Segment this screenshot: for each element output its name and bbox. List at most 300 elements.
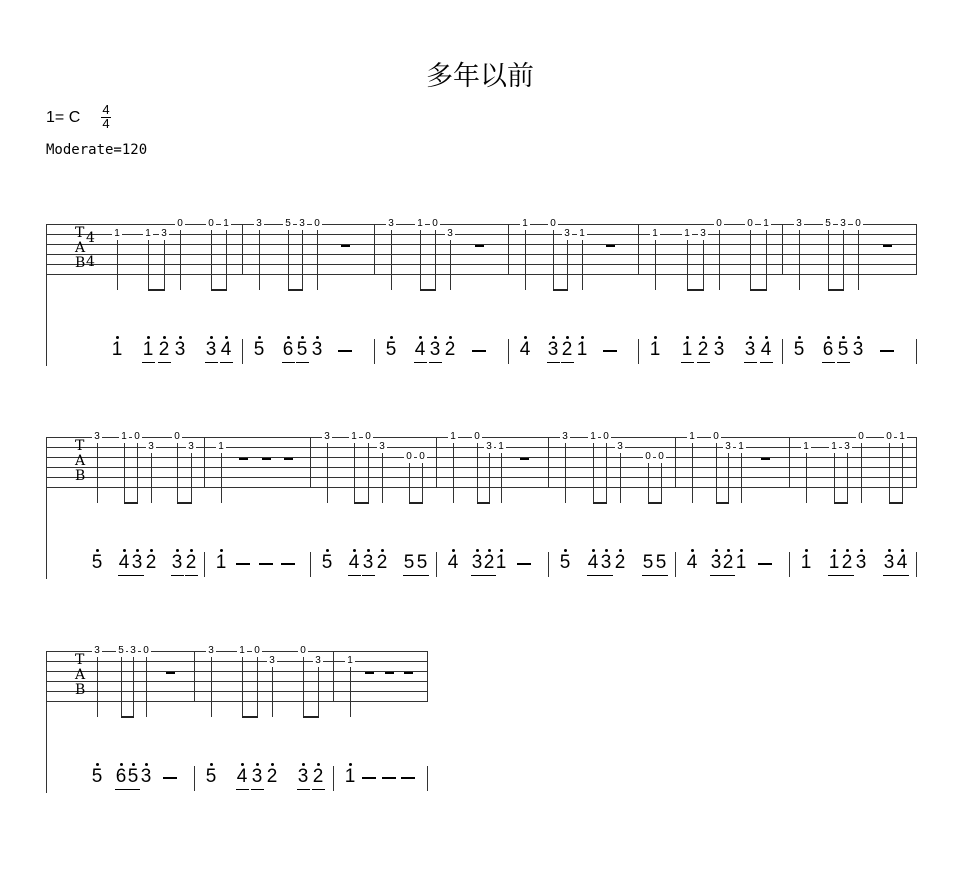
tab-barline [310,437,311,487]
jianpu-note: 6 [822,339,834,360]
note-stem [191,453,192,503]
fret-number: 0 [711,432,721,442]
octave-dot [740,549,743,552]
eighth-underline [587,575,600,576]
fret-number: 3 [254,219,264,229]
fret-number: 1 [801,442,811,452]
fret-number: 0 [856,432,866,442]
jianpu-note: 2 [614,552,626,573]
fret-number: 1 [216,442,226,452]
jianpu-note: 2 [722,552,734,573]
octave-dot [452,549,455,552]
fret-number: 3 [560,432,570,442]
octave-dot [316,336,319,339]
octave-dot [116,336,119,339]
jianpu-note: 3 [205,339,217,360]
jianpu-note: 4 [686,552,698,573]
octave-dot [888,549,891,552]
fret-number: 0 [363,432,373,442]
jianpu-dash [472,350,486,352]
jianpu-note: 3 [171,552,183,573]
eighth-beam [834,502,848,504]
eighth-underline [185,575,198,576]
eighth-beam [828,289,844,291]
fret-number: 0 [548,219,558,229]
note-stem [661,463,662,503]
fret-number: 1 [221,219,231,229]
tab-clef-letter: B [75,682,86,698]
octave-dot [302,763,305,766]
octave-dot [301,336,304,339]
jianpu-note: 5 [91,766,103,787]
fret-number: 0 [472,432,482,442]
tab-string-line [46,234,917,235]
jianpu-note: 2 [841,552,853,573]
note-stem [221,453,222,503]
system-bracket [46,651,47,793]
eighth-underline [296,362,309,363]
fret-number: 0 [417,452,427,462]
octave-dot [581,336,584,339]
jianpu-note: 3 [883,552,895,573]
fret-number: 0 [132,432,142,442]
fret-number: 3 [698,229,708,239]
note-stem [593,443,594,503]
jianpu-note: 4 [519,339,531,360]
eighth-beam [242,716,258,718]
jianpu-dash [401,777,415,779]
jianpu-note: 3 [174,339,186,360]
jianpu-barline [916,552,917,577]
eighth-underline [600,575,613,576]
fret-number: 1 [143,229,153,239]
tab-rest-dash [284,458,293,460]
time-signature-top: 4 [102,102,110,117]
octave-dot [564,549,567,552]
note-stem [211,657,212,717]
jianpu-dash [338,350,352,352]
octave-dot [718,336,721,339]
note-stem [453,443,454,503]
note-stem [391,230,392,290]
fret-number: 0 [175,219,185,229]
tab-rest-dash [475,245,484,247]
fret-number: 1 [520,219,530,229]
octave-dot [691,549,694,552]
eighth-beam [303,716,319,718]
fret-number: 1 [687,432,697,442]
fret-number: 3 [484,442,494,452]
note-stem [435,230,436,290]
jianpu-note: 3 [140,766,152,787]
tab-barline [374,224,375,274]
octave-dot [619,549,622,552]
jianpu-barline [675,552,676,577]
tab-string-line [46,661,428,662]
eighth-underline [744,362,757,363]
song-title: 多年以前 [426,61,534,92]
octave-dot [860,549,863,552]
eighth-underline [547,362,560,363]
eighth-beam [593,502,607,504]
jianpu-note: 5 [385,339,397,360]
tab-clef-letter: B [75,468,86,484]
tab-clef-letter: A [75,453,86,469]
eighth-beam [211,289,227,291]
note-stem [137,443,138,503]
jianpu-note: 1 [111,339,123,360]
tab-clef-letter: T [75,438,85,454]
eighth-underline [282,362,295,363]
tab-barline [436,437,437,487]
note-stem [257,657,258,717]
fret-number: 1 [577,229,587,239]
jianpu-note: 2 [158,339,170,360]
fret-number: 3 [206,646,216,656]
octave-dot [419,336,422,339]
note-stem [648,463,649,503]
eighth-underline [158,362,171,363]
fret-number: 3 [313,656,323,666]
note-stem [382,453,383,503]
jianpu-note: 5 [416,552,428,573]
fret-number: 1 [829,442,839,452]
tab-rest-dash [239,458,248,460]
jianpu-note: 5 [91,552,103,573]
tab-string-line [46,274,917,275]
tab-time-sig-top: 4 [86,230,95,246]
tab-rest-dash [341,245,350,247]
note-stem [317,230,318,290]
note-stem [477,443,478,503]
jianpu-note: 2 [312,766,324,787]
jianpu-dash [758,563,772,565]
fret-number: 0 [643,452,653,462]
note-stem [97,443,98,503]
eighth-underline [822,362,835,363]
jianpu-note: 4 [118,552,130,573]
jianpu-note: 4 [236,766,248,787]
fret-number: 1 [448,432,458,442]
fret-number: 1 [682,229,692,239]
octave-dot [145,763,148,766]
octave-dot [846,549,849,552]
octave-dot [190,549,193,552]
eighth-underline [142,362,155,363]
jianpu-note: 3 [744,339,756,360]
note-stem [889,443,890,503]
eighth-underline [429,362,442,363]
octave-dot [136,549,139,552]
eighth-underline [642,575,655,576]
jianpu-barline [427,766,428,791]
octave-dot [524,336,527,339]
note-stem [766,230,767,290]
eighth-underline [205,362,218,363]
jianpu-dash [382,777,396,779]
jianpu-note: 5 [837,339,849,360]
octave-dot [805,549,808,552]
note-stem [728,453,729,503]
tab-rest-dash [166,672,175,674]
fret-number: 3 [128,646,138,656]
fret-number: 1 [119,432,129,442]
tab-barline [427,651,428,701]
jianpu-note: 3 [251,766,263,787]
tab-barline [194,651,195,701]
jianpu-note: 2 [185,552,197,573]
tab-barline [548,437,549,487]
note-stem [121,657,122,717]
fret-number: 3 [186,442,196,452]
fret-number: 5 [283,219,293,229]
tab-clef-letter: A [75,667,86,683]
jianpu-note: 3 [297,766,309,787]
jianpu-note: 3 [855,552,867,573]
octave-dot [702,336,705,339]
jianpu-barline [916,339,917,364]
note-stem [525,230,526,290]
note-stem [750,230,751,290]
jianpu-note: 2 [266,766,278,787]
tab-barline [916,224,917,274]
fret-number: 5 [823,219,833,229]
tab-clef-letter: T [75,652,85,668]
note-stem [692,443,693,503]
fret-number: 3 [386,219,396,229]
jianpu-barline [638,339,639,364]
jianpu-note: 6 [115,766,127,787]
jianpu-barline [242,339,243,364]
note-stem [422,463,423,503]
fret-number: 1 [349,432,359,442]
eighth-beam [148,289,165,291]
octave-dot [163,336,166,339]
octave-dot [857,336,860,339]
eighth-underline [251,789,264,790]
octave-dot [123,549,126,552]
jianpu-note: 3 [429,339,441,360]
jianpu-note: 2 [697,339,709,360]
tab-rest-dash [761,458,770,460]
octave-dot [353,549,356,552]
octave-dot [150,549,153,552]
octave-dot [258,336,261,339]
octave-dot [390,336,393,339]
note-stem [719,230,720,290]
eighth-beam [687,289,704,291]
tab-barline [508,224,509,274]
eighth-beam [750,289,767,291]
tab-barline [333,651,334,701]
octave-dot [552,336,555,339]
tab-string-line [46,264,917,265]
octave-dot [765,336,768,339]
octave-dot [654,336,657,339]
note-stem [553,230,554,290]
jianpu-note: 1 [344,766,356,787]
note-stem [124,443,125,503]
jianpu-note: 3 [547,339,559,360]
eighth-underline [561,362,574,363]
eighth-underline [416,575,429,576]
eighth-beam [889,502,903,504]
octave-dot [241,763,244,766]
note-stem [242,657,243,717]
note-stem [703,240,704,290]
note-stem [259,230,260,290]
jianpu-note: 1 [681,339,693,360]
eighth-underline [127,789,140,790]
jianpu-barline [194,766,195,791]
fret-number: 3 [92,432,102,442]
jianpu-barline [204,552,205,577]
jianpu-note: 1 [576,339,588,360]
jianpu-note: 3 [362,552,374,573]
note-stem [409,463,410,503]
octave-dot [833,549,836,552]
jianpu-note: 3 [600,552,612,573]
eighth-underline [118,575,131,576]
note-stem [828,230,829,290]
tab-barline [916,437,917,487]
octave-dot [96,549,99,552]
fret-number: 1 [761,219,771,229]
eighth-beam [648,502,662,504]
system-bracket [46,224,47,366]
jianpu-dash [236,563,250,565]
octave-dot [592,549,595,552]
fret-number: 0 [430,219,440,229]
note-stem [567,240,568,290]
fret-number: 3 [615,442,625,452]
eighth-beam [409,502,423,504]
note-stem [226,230,227,290]
jianpu-dash [362,777,376,779]
eighth-underline [837,362,850,363]
note-stem [164,240,165,290]
fret-number: 0 [601,432,611,442]
fret-number: 0 [884,432,894,442]
tab-clef-letter: T [75,225,85,241]
fret-number: 1 [650,229,660,239]
fret-number: 3 [146,442,156,452]
jianpu-dash [259,563,273,565]
octave-dot [842,336,845,339]
eighth-underline [896,575,909,576]
fret-number: 3 [842,442,852,452]
octave-dot [210,763,213,766]
eighth-underline [297,789,310,790]
fret-number: 0 [656,452,666,462]
tempo-marking: Moderate=120 [46,142,148,158]
octave-dot [96,763,99,766]
jianpu-note: 1 [800,552,812,573]
note-stem [354,443,355,503]
tab-barline [242,224,243,274]
octave-dot [434,336,437,339]
octave-dot [225,336,228,339]
jianpu-note: 1 [215,552,227,573]
jianpu-note: 4 [896,552,908,573]
jianpu-dash [603,350,617,352]
tab-string-line [46,254,917,255]
fret-number: 3 [377,442,387,452]
jianpu-note: 3 [311,339,323,360]
fret-number: 1 [345,656,355,666]
octave-dot [827,336,830,339]
tab-barline [675,437,676,487]
jianpu-note: 2 [376,552,388,573]
fret-number: 0 [404,452,414,462]
eighth-underline [403,575,416,576]
tab-clef-letter: A [75,240,86,256]
eighth-underline [171,575,184,576]
jianpu-note: 5 [296,339,308,360]
note-stem [843,230,844,290]
eighth-underline [883,575,896,576]
note-stem [288,230,289,290]
note-stem [799,230,800,290]
jianpu-barline [782,339,783,364]
eighth-beam [420,289,436,291]
jianpu-note: 2 [483,552,495,573]
jianpu-note: 1 [735,552,747,573]
tab-barline [638,224,639,274]
eighth-underline [655,575,668,576]
tab-barline [789,437,790,487]
octave-dot [476,549,479,552]
octave-dot [488,549,491,552]
tab-rest-dash [262,458,271,460]
note-stem [148,240,149,290]
note-stem [741,453,742,503]
note-stem [303,657,304,717]
note-stem [582,240,583,290]
jianpu-note: 5 [253,339,265,360]
tab-string-line [46,691,428,692]
jianpu-note: 4 [760,339,772,360]
eighth-underline [362,575,375,576]
jianpu-dash [163,777,177,779]
eighth-beam [354,502,369,504]
octave-dot [605,549,608,552]
fret-number: 3 [322,432,332,442]
tab-rest-dash [365,672,374,674]
eighth-beam [553,289,568,291]
jianpu-barline [374,339,375,364]
tab-rest-dash [606,245,615,247]
jianpu-note: 1 [142,339,154,360]
eighth-underline [220,362,233,363]
fret-number: 3 [297,219,307,229]
jianpu-note: 5 [793,339,805,360]
tab-string-line [46,681,428,682]
octave-dot [220,549,223,552]
octave-dot [727,549,730,552]
note-stem [806,453,807,503]
jianpu-barline [310,552,311,577]
jianpu-note: 5 [559,552,571,573]
eighth-underline [681,362,694,363]
jianpu-note: 5 [655,552,667,573]
jianpu-barline [333,766,334,791]
fret-number: 0 [853,219,863,229]
note-stem [450,240,451,290]
jianpu-note: 5 [127,766,139,787]
eighth-underline [131,575,144,576]
fret-number: 1 [415,219,425,229]
